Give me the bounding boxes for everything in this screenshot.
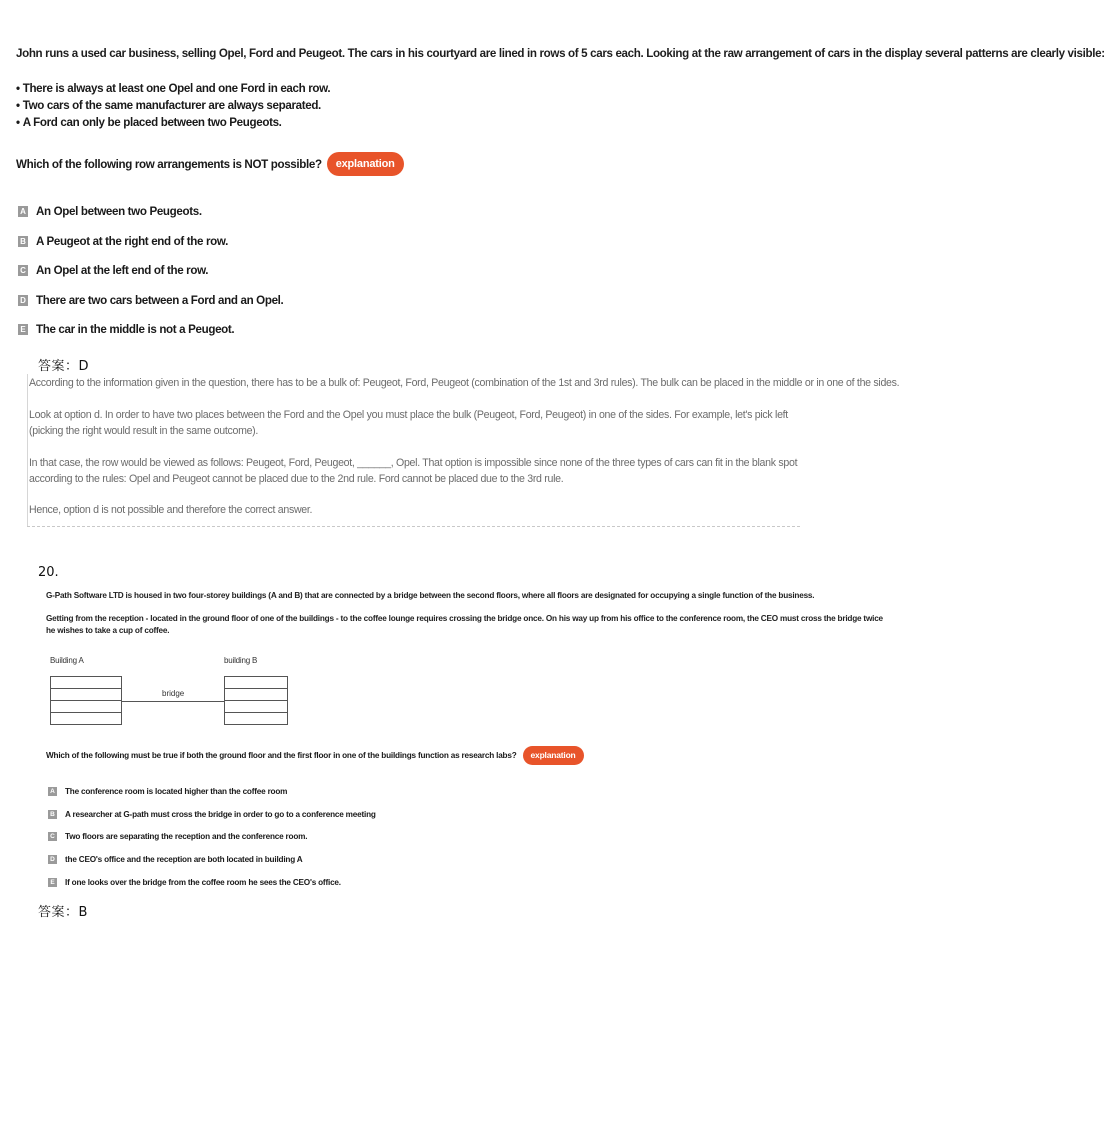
floor-cell (225, 689, 288, 701)
rule-item (16, 80, 800, 97)
stem-line: Getting from the reception - located in the ground floor of one of the buildings - to the coffee lounge requires crossing the bridge once. On his way up from his office to the conference room, the CEO must cross the bridge twice (46, 613, 883, 623)
answer-1: 答案：D (38, 359, 90, 374)
explanation-paragraph: Hence, option d is not possible and therefore the correct answer. (29, 504, 313, 516)
building-b-diagram (224, 676, 288, 725)
floor-cell (225, 701, 288, 713)
option-text: Two floors are separating the reception and the conference room. (65, 832, 308, 842)
option-letter-icon: A (18, 206, 28, 217)
option-letter-icon: C (18, 265, 28, 276)
question-1-text: Which of the following row arrangements is NOT possible? (16, 157, 322, 171)
option-a[interactable] (48, 780, 376, 803)
stem-line: he wishes to take a cup of coffee. (46, 626, 170, 635)
option-text: The conference room is located higher than the coffee room (65, 786, 288, 796)
explanation-paragraph: According to the information given in the question, there has to be a bulk of: Peugeot, Ford, Peugeot (combination of the 1st and 3rd rules). The bulk can be placed in the middle or in one of the sides. (29, 377, 900, 389)
answer-20: 答案：B (38, 905, 88, 920)
option-d[interactable] (48, 848, 376, 871)
option-text: If one looks over the bridge from the coffee room he sees the CEO's office. (65, 878, 341, 888)
question-20-options (48, 780, 376, 894)
bullet-icon: • (16, 99, 20, 112)
option-d[interactable] (18, 286, 800, 316)
option-text: An Opel between two Peugeots. (36, 205, 202, 219)
floor-cell (51, 713, 122, 725)
option-letter-icon: E (18, 324, 28, 335)
option-text: An Opel at the left end of the row. (36, 264, 209, 278)
floor-cell (51, 701, 122, 713)
option-letter-icon: D (48, 855, 57, 864)
question-1-stem: John runs a used car business, selling Opel, Ford and Peugeot. The cars in his courtyard are lined in rows of 5 cars each. Looking at the raw arrangement of cars in the display several patterns are clearly visible: (16, 47, 1105, 60)
rule-text: Two cars of the same manufacturer are always separated. (22, 99, 321, 112)
floor-cell (51, 689, 122, 701)
option-b[interactable] (48, 803, 376, 826)
option-letter-icon: B (48, 810, 57, 819)
option-text: The car in the middle is not a Peugeot. (36, 323, 235, 337)
question-20-stem: G-Path Software LTD is housed in two four-storey buildings (A and B) that are connected by a bridge between the second floors, where all floors are designated for occupying a single function of the business. (46, 591, 815, 600)
option-letter-icon: D (18, 295, 28, 306)
option-e[interactable] (18, 315, 800, 345)
explanation-panel (27, 374, 900, 526)
option-text: the CEO's office and the reception are both located in building A (65, 855, 303, 865)
explanation-paragraph: In that case, the row would be viewed as follows: Peugeot, Ford, Peugeot, ______, Opel. That option is impossible since none of the three types of cars can fit in the blank spot according to the rules: Opel and Peugeot cannot be placed due to the 2nd rule. Ford cannot be placed due to the 3rd rule. (29, 457, 798, 485)
question-1-prompt (16, 151, 800, 177)
rule-item (16, 114, 800, 131)
option-b[interactable] (18, 227, 800, 257)
floor-cell (225, 677, 288, 689)
bullet-icon: • (16, 82, 20, 95)
building-a-diagram (50, 676, 122, 725)
option-text: There are two cars between a Ford and an Opel. (36, 293, 284, 307)
floor-cell (225, 713, 288, 725)
question-20-text: Which of the following must be true if both the ground floor and the first floor in one of the buildings function as research labs? (46, 750, 517, 760)
question-20-number: 20. (38, 565, 59, 580)
rules-list (16, 80, 800, 131)
rule-text: There is always at least one Opel and one Ford in each row. (22, 82, 331, 95)
option-e[interactable] (48, 871, 376, 894)
option-text: A Peugeot at the right end of the row. (36, 234, 228, 248)
building-a-label: Building A (50, 656, 84, 665)
question-1 (16, 46, 1105, 345)
question-20-stem-2 (46, 613, 883, 638)
option-a[interactable] (18, 197, 800, 227)
explanation-button[interactable]: explanation (523, 746, 584, 765)
rule-item (16, 97, 800, 114)
explanation-button[interactable]: explanation (327, 152, 404, 176)
question-20-prompt (46, 745, 584, 765)
option-c[interactable] (48, 826, 376, 849)
floor-cell (51, 677, 122, 689)
rule-text: A Ford can only be placed between two Peugeots. (22, 116, 282, 129)
option-letter-icon: A (48, 787, 57, 796)
bullet-icon: • (16, 116, 20, 129)
option-letter-icon: B (18, 236, 28, 247)
dashed-divider (27, 526, 800, 527)
explanation-paragraph: Look at option d. In order to have two places between the Ford and the Opel you must place the bulk (Peugeot, Ford, Peugeot) in one of the sides. For example, let's pick left (picking the right would result in the same outcome). (29, 409, 788, 437)
building-b-label: building B (224, 656, 258, 665)
option-letter-icon: E (48, 878, 57, 887)
option-text: A researcher at G-path must cross the bridge in order to go to a conference meeting (65, 809, 376, 819)
option-c[interactable] (18, 256, 800, 286)
option-letter-icon: C (48, 832, 57, 841)
bridge-label: bridge (162, 689, 185, 698)
bridge-line (122, 701, 224, 702)
question-20 (46, 590, 883, 638)
question-1-options (18, 197, 800, 345)
